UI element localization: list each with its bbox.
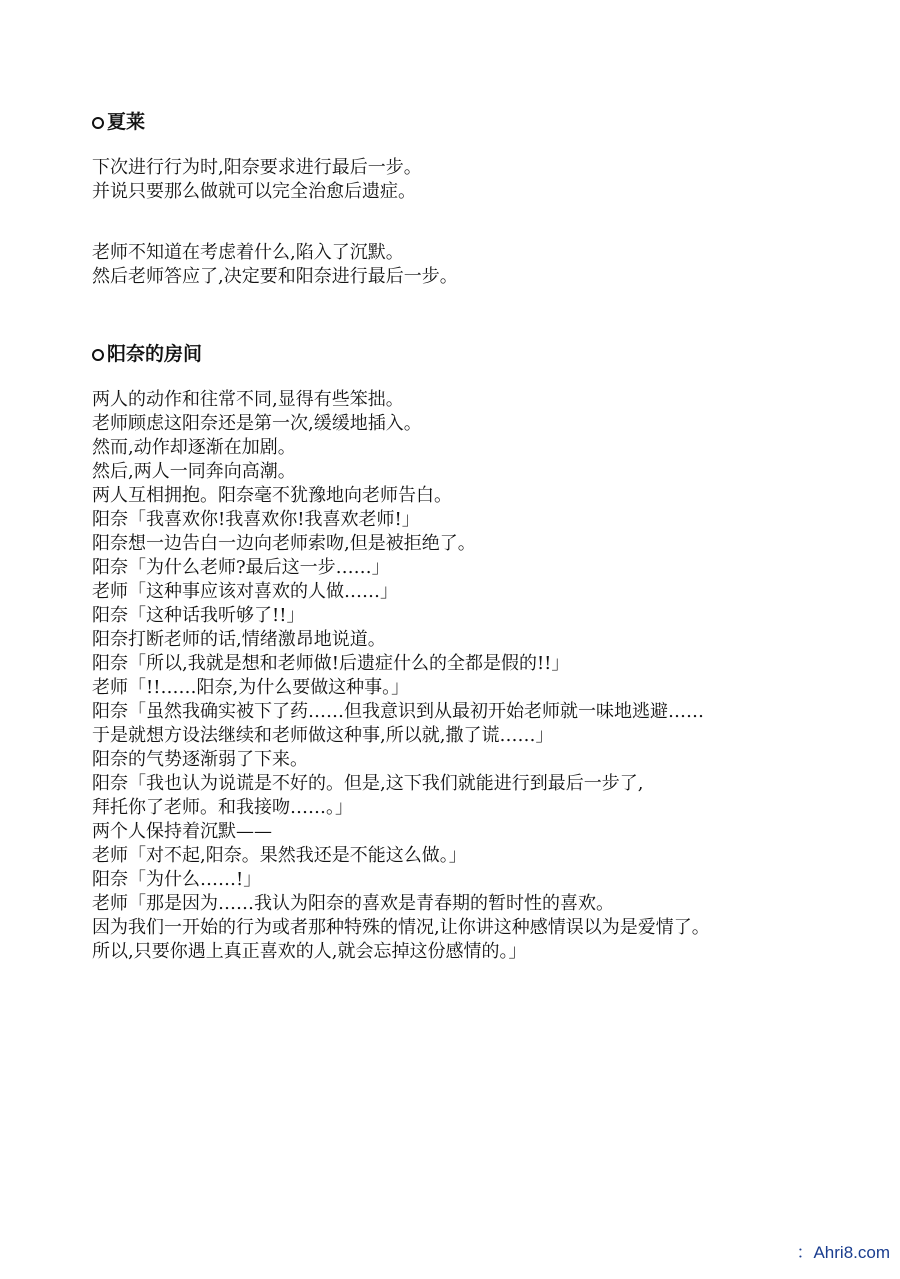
text-line: 阳奈「我喜欢你!我喜欢你!我喜欢老师!」 — [92, 509, 420, 530]
text-line: 老师「对不起,阳奈。果然我还是不能这么做。」 — [92, 845, 467, 866]
text-line: 老师顾虑这阳奈还是第一次,缓缓地插入。 — [92, 413, 422, 434]
text-line: 老师「!!……阳奈,为什么要做这种事。」 — [92, 677, 410, 698]
text-line: 阳奈「为什么……!」 — [92, 869, 262, 890]
text-line: 下次进行行为时,阳奈要求进行最后一步。 — [92, 157, 422, 178]
text-line: 然后,两人一同奔向高潮。 — [92, 461, 296, 482]
text-line: 两个人保持着沉默—— — [92, 821, 272, 842]
text-line: 老师「这种事应该对喜欢的人做……」 — [92, 581, 398, 602]
text-line: 老师不知道在考虑着什么,陷入了沉默。 — [92, 242, 404, 263]
paragraph — [92, 388, 710, 964]
circle-bullet-icon — [92, 349, 104, 361]
section-hina-room — [92, 342, 710, 964]
text-line: 两人的动作和往常不同,显得有些笨拙。 — [92, 389, 404, 410]
text-line: 老师「那是因为……我认为阳奈的喜欢是青春期的暂时性的喜欢。 — [92, 893, 614, 914]
text-line: 因为我们一开始的行为或者那种特殊的情况,让你讲这种感情误以为是爱情了。 — [92, 917, 710, 938]
text-line: 并说只要那么做就可以完全治愈后遗症。 — [92, 181, 416, 202]
text-line: 阳奈「所以,我就是想和老师做!后遗症什么的全都是假的!!」 — [92, 653, 570, 674]
watermark-text: ：Ahri8.com — [796, 1243, 890, 1262]
text-line: 拜托你了老师。和我接吻……。」 — [92, 797, 353, 818]
text-line: 阳奈打断老师的话,情绪激昂地说道。 — [92, 629, 386, 650]
text-line: 阳奈「我也认为说谎是不好的。但是,这下我们就能进行到最后一步了, — [92, 773, 644, 794]
text-line: 于是就想方设法继续和老师做这种事,所以就,撒了谎……」 — [92, 725, 554, 746]
section-heading — [92, 342, 710, 368]
text-line: 阳奈「虽然我确实被下了药……但我意识到从最初开始老师就一味地逃避…… — [92, 701, 704, 722]
section-heading-text: 阳奈的房间 — [107, 344, 203, 365]
text-line: 阳奈「这种话我听够了!!」 — [92, 605, 305, 626]
text-line: 两人互相拥抱。阳奈毫不犹豫地向老师告白。 — [92, 485, 452, 506]
section-xialai — [92, 110, 458, 289]
circle-bullet-icon — [92, 117, 104, 129]
paragraph — [92, 241, 458, 289]
text-line: 所以,只要你遇上真正喜欢的人,就会忘掉这份感情的。」 — [92, 941, 527, 962]
text-line: 阳奈的气势逐渐弱了下来。 — [92, 749, 308, 770]
text-line: 然后老师答应了,决定要和阳奈进行最后一步。 — [92, 266, 458, 287]
text-line: 然而,动作却逐渐在加剧。 — [92, 437, 296, 458]
text-line: 阳奈「为什么老师?最后这一步……」 — [92, 557, 390, 578]
section-heading — [92, 110, 458, 136]
section-heading-text: 夏莱 — [107, 112, 146, 133]
paragraph — [92, 156, 458, 204]
text-line: 阳奈想一边告白一边向老师索吻,但是被拒绝了。 — [92, 533, 476, 554]
